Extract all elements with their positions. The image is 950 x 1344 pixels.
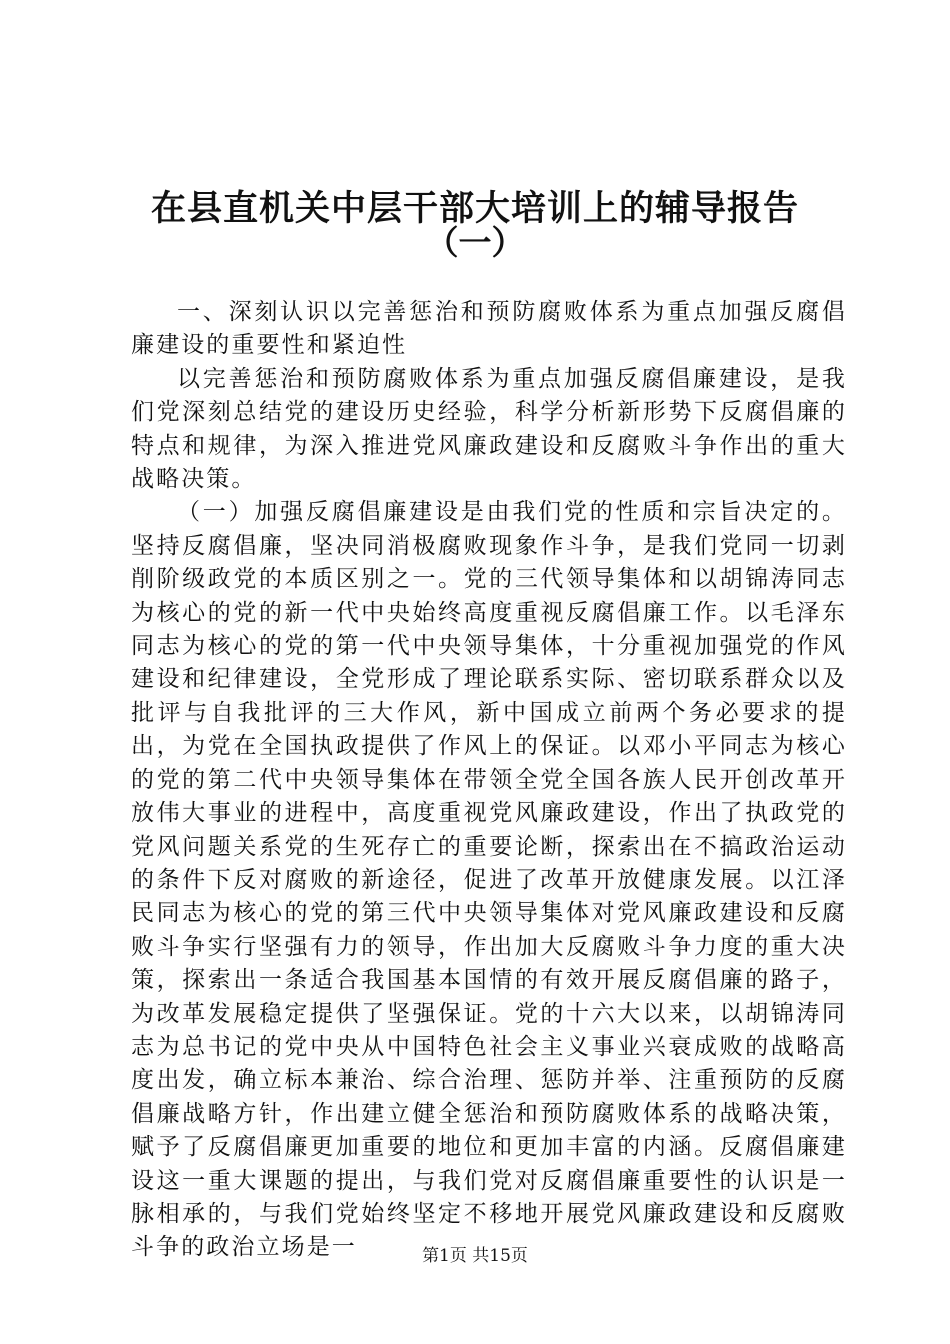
- page-number-footer: 第1页 共15页: [422, 1246, 528, 1266]
- document-body: [131, 296, 847, 1265]
- paragraph: 以完善惩治和预防腐败体系为重点加强反腐倡廉建设，是我们党深刻总结党的建设历史经验，科学分析新形势下反腐倡廉的特点和规律，为深入推进党风廉政建设和反腐败斗争作出的重大战略决策。: [131, 365, 847, 493]
- document-subtitle: （一）: [425, 223, 525, 262]
- section-heading: 一、深刻认识以完善惩治和预防腐败体系为重点加强反腐倡廉建设的重要性和紧迫性: [131, 299, 847, 359]
- paragraph: （一）加强反腐倡廉建设是由我们党的性质和宗旨决定的。坚持反腐倡廉，坚决同消极腐败现象作斗争，是我们党同一切剥削阶级政党的本质区别之一。党的三代领导集体和以胡锦涛同志为核心的党的新一代中央始终高度重视反腐倡廉工作。以毛泽东同志为核心的党的第一代中央领导集体，十分重视加强党的作风建设和纪律建设，全党形成了理论联系实际、密切联系群众以及批评与自我批评的三大作风，新中国成立前两个务必要求的提出，为党在全国执政提供了作风上的保证。以邓小平同志为核心的党的第二代中央领导集体在带领全党全国各族人民开创改革开放伟大事业的进程中，高度重视党风廉政建设，作出了执政党的党风问题关系党的生死存亡的重要论断，探索出在不搞政治运动的条件下反对腐败的新途径，促进了改革开放健康发展。以江泽民同志为核心的党的第三代中央领导集体对党风廉政建设和反腐败斗争实行坚强有力的领导，作出加大反腐败斗争力度的重大决策，探索出一条适合我国基本国情的有效开展反腐倡廉的路子，为改革发展稳定提供了坚强保证。党的十六大以来，以胡锦涛同志为总书记的党中央从中国特色社会主义事业兴衰成败的战略高度出发，确立标本兼治、综合治理、惩防并举、注重预防的反腐倡廉战略方针，作出建立健全惩治和预防腐败体系的战略决策，赋予了反腐倡廉更加重要的地位和更加丰富的内涵。反腐倡廉建设这一重大课题的提出，与我们党对反腐倡廉重要性的认识是一脉相承的，与我们党始终坚定不移地开展党风廉政建设和反腐败斗争的政治立场是一: [131, 499, 847, 1261]
- document-title: 在县直机关中层干部大培训上的辅导报告: [150, 188, 799, 229]
